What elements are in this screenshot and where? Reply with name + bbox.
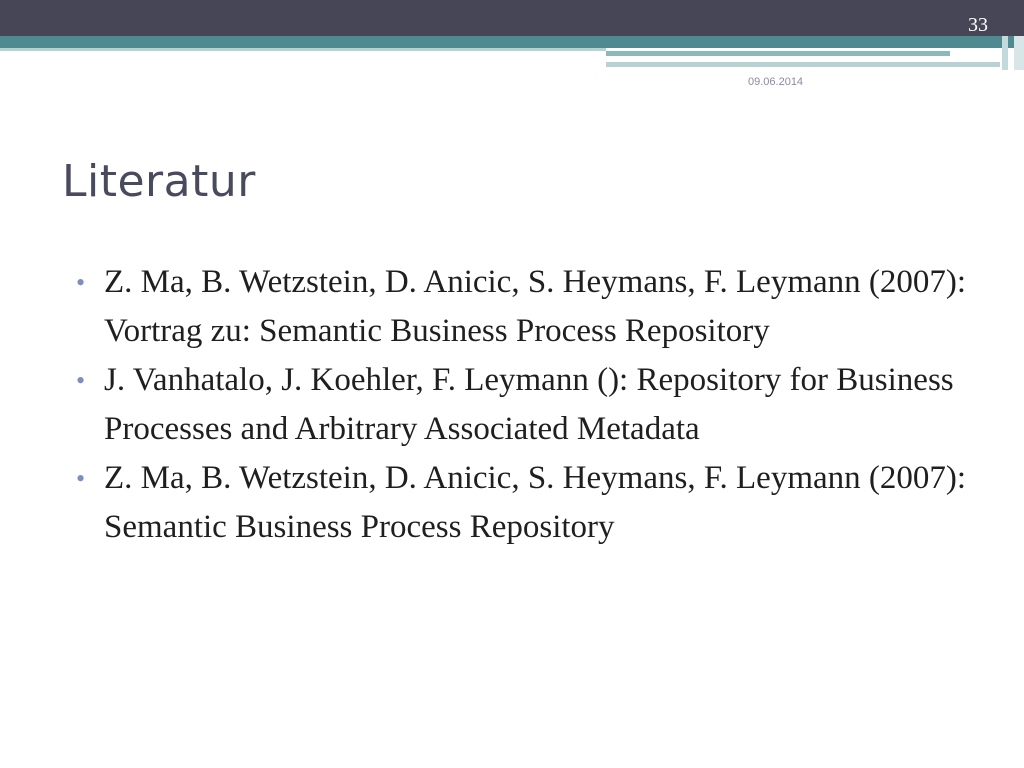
reference-list [72, 258, 972, 552]
reference-item [72, 258, 972, 356]
bullet-icon: • [76, 464, 86, 493]
bullet-icon: • [76, 268, 86, 297]
slide-title: Literatur [62, 156, 256, 207]
accent-stub-outer [1014, 36, 1024, 70]
reference-text: Z. Ma, B. Wetzstein, D. Anicic, S. Heymans, F. Leymann (2007): Semantic Business Process Repository [104, 460, 967, 545]
reference-text: J. Vanhatalo, J. Koehler, F. Leymann (): Repository for Business Processes and Arbitrary Associated Metadata [104, 362, 954, 447]
slide-date: 09.06.2014 [748, 76, 804, 88]
teal-accent-bar [0, 36, 1024, 48]
accent-stub [1002, 36, 1008, 70]
reference-text: Z. Ma, B. Wetzstein, D. Anicic, S. Heymans, F. Leymann (2007): Vortrag zu: Semantic Business Process Repository [104, 264, 967, 349]
header-band [0, 0, 1024, 36]
reference-item [72, 356, 972, 454]
accent-line-lower [606, 62, 1000, 67]
slide-number: 33 [968, 14, 988, 36]
light-accent-bar [0, 48, 606, 51]
accent-line-upper [606, 51, 950, 56]
reference-item [72, 454, 972, 552]
bullet-icon: • [76, 366, 86, 395]
